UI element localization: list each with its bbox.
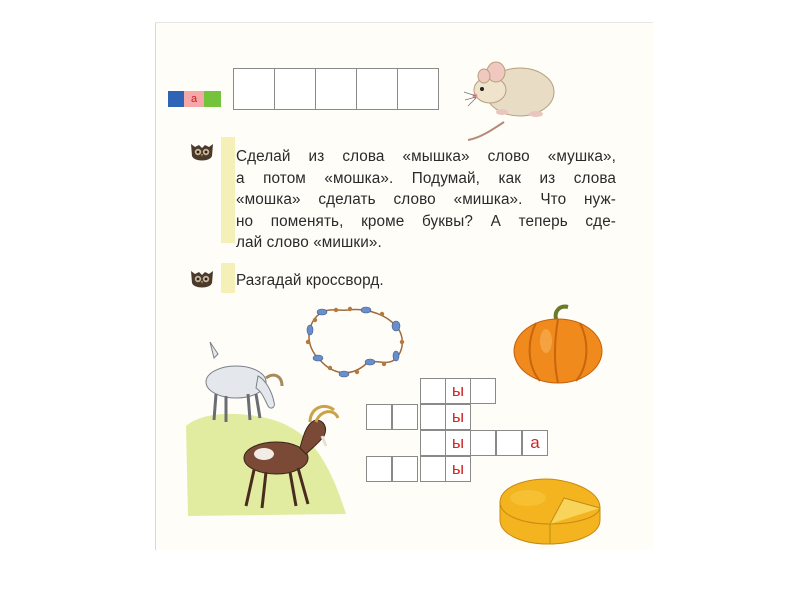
task-line: а потом «мошка». Подумай, как из слова [236, 169, 616, 187]
crossword-cell[interactable]: ы [445, 456, 471, 482]
task-line: лай слово «мишки». [236, 234, 382, 252]
crossword-cell[interactable] [420, 430, 446, 456]
task-line: «мошка» сделать слово «мишка». Что нуж- [236, 191, 616, 209]
crossword-cell[interactable] [366, 404, 392, 430]
word-grid [234, 68, 439, 110]
letter-chip: а [184, 91, 204, 107]
owl-icon [188, 267, 216, 291]
task-2-text: Разгадай кроссворд. [236, 272, 384, 289]
crossword-cell[interactable]: ы [445, 430, 471, 456]
pumpkin-picture [512, 303, 604, 385]
crossword-cell[interactable] [366, 456, 392, 482]
word-cell[interactable] [397, 68, 439, 110]
crossword-cell[interactable]: ы [445, 378, 471, 404]
word-cell[interactable] [315, 68, 357, 110]
goat-picture [178, 336, 353, 522]
blue-chip [168, 91, 184, 107]
word-cell[interactable] [356, 68, 398, 110]
word-cell[interactable] [274, 68, 316, 110]
crossword-cell[interactable]: а [522, 430, 548, 456]
crossword-cell[interactable] [420, 404, 446, 430]
cheese-picture [494, 474, 606, 546]
crossword-cell[interactable] [470, 378, 496, 404]
task-highlight [221, 137, 235, 243]
task-1-text [236, 146, 616, 254]
crossword-cell[interactable] [420, 456, 446, 482]
green-chip [204, 91, 221, 107]
word-cell[interactable] [233, 68, 275, 110]
crossword-cell[interactable] [470, 430, 496, 456]
task-line: Сделай из слова «мышка» слово «мушка», [236, 148, 616, 165]
task-highlight [221, 263, 235, 293]
crossword-cell[interactable] [496, 430, 522, 456]
page-edge [155, 22, 156, 550]
owl-icon [188, 140, 216, 164]
crossword-cell[interactable] [392, 456, 418, 482]
crossword-cell[interactable]: ы [445, 404, 471, 430]
crossword-cell[interactable] [392, 404, 418, 430]
mouse-picture [462, 52, 562, 144]
page-edge-top [155, 22, 653, 23]
crossword-cell[interactable] [420, 378, 446, 404]
task-line: но поменять, кроме буквы? А теперь сде- [236, 212, 616, 230]
